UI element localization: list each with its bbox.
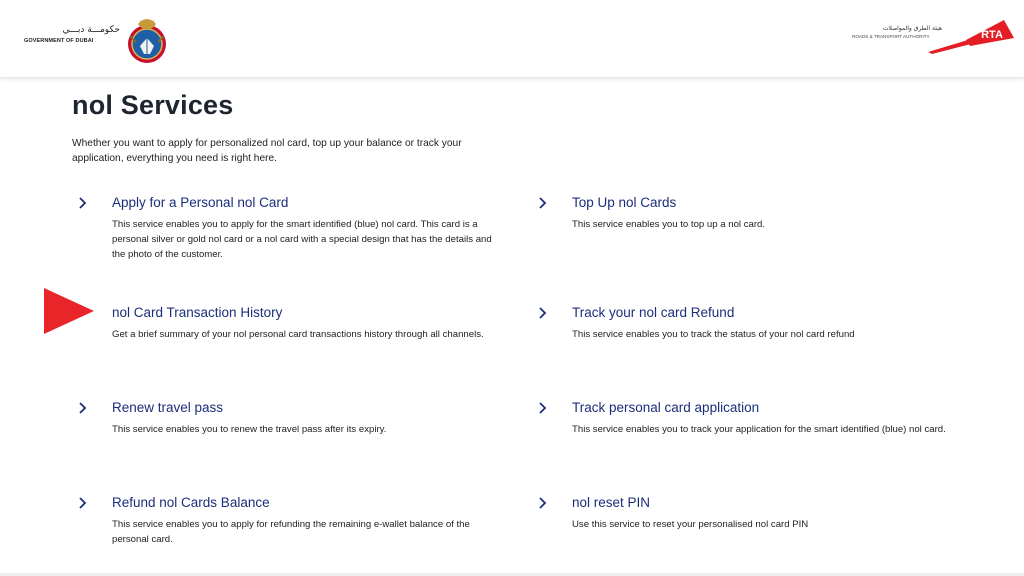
dubai-emblem-icon	[120, 16, 174, 66]
service-title[interactable]: Track personal card application	[572, 400, 760, 415]
page-intro: Whether you want to apply for personalized nol card, top up your balance or track your application, everything you need is right here.	[72, 138, 462, 164]
gov-logo-text	[24, 24, 120, 44]
service-title[interactable]: nol Card Transaction History	[112, 305, 283, 320]
service-title[interactable]: Top Up nol Cards	[572, 195, 677, 210]
service-description: This service enables you to track your application for the smart identified (blue) nol card.	[572, 424, 946, 435]
rta-mark-text: RTA	[981, 29, 1003, 41]
rta-logo-english: ROADS & TRANSPORT AUTHORITY	[852, 34, 930, 39]
chevron-right-icon	[536, 400, 552, 416]
service-description: Use this service to reset your personalised nol card PIN	[572, 519, 809, 530]
service-description: This service enables you to renew the travel pass after its expiry.	[112, 424, 387, 435]
chevron-right-icon	[536, 195, 552, 211]
service-title[interactable]: nol reset PIN	[572, 495, 651, 510]
rta-logo-arabic: هيئة الطرق والمواصلات	[882, 25, 942, 32]
service-title[interactable]: Refund nol Cards Balance	[112, 495, 270, 510]
service-description: This service enables you to apply for the smart identified (blue) nol card. This card is a personal silver or gold nol card or a nol card with a special design that has the details and the photo of the customer.	[112, 219, 492, 260]
chevron-right-icon	[536, 495, 552, 511]
service-description: This service enables you to track the status of your nol card refund	[572, 329, 855, 340]
service-description: This service enables you to top up a nol card.	[572, 219, 766, 230]
rta-mark-icon	[926, 18, 1016, 54]
service-title[interactable]: Apply for a Personal nol Card	[112, 195, 289, 210]
rta-logo[interactable]	[852, 18, 1012, 54]
service-title[interactable]: Renew travel pass	[112, 400, 224, 415]
page-title: nol Services	[72, 90, 234, 120]
gov-logo-english: GOVERNMENT OF DUBAI	[24, 38, 94, 44]
government-of-dubai-logo[interactable]	[24, 14, 154, 66]
service-title[interactable]: Track your nol card Refund	[572, 305, 735, 320]
site-header	[0, 0, 1024, 78]
gov-logo-arabic: حكومـــة دبـــي	[62, 25, 120, 35]
chevron-right-icon	[76, 400, 92, 416]
chevron-right-icon	[76, 195, 92, 211]
service-description: Get a brief summary of your nol personal card transactions history through all channels.	[112, 329, 484, 340]
chevron-right-icon	[76, 495, 92, 511]
red-arrow-marker-icon	[44, 288, 94, 334]
service-description: This service enables you to apply for refunding the remaining e-wallet balance of the personal card.	[112, 519, 470, 545]
chevron-right-icon	[536, 305, 552, 321]
